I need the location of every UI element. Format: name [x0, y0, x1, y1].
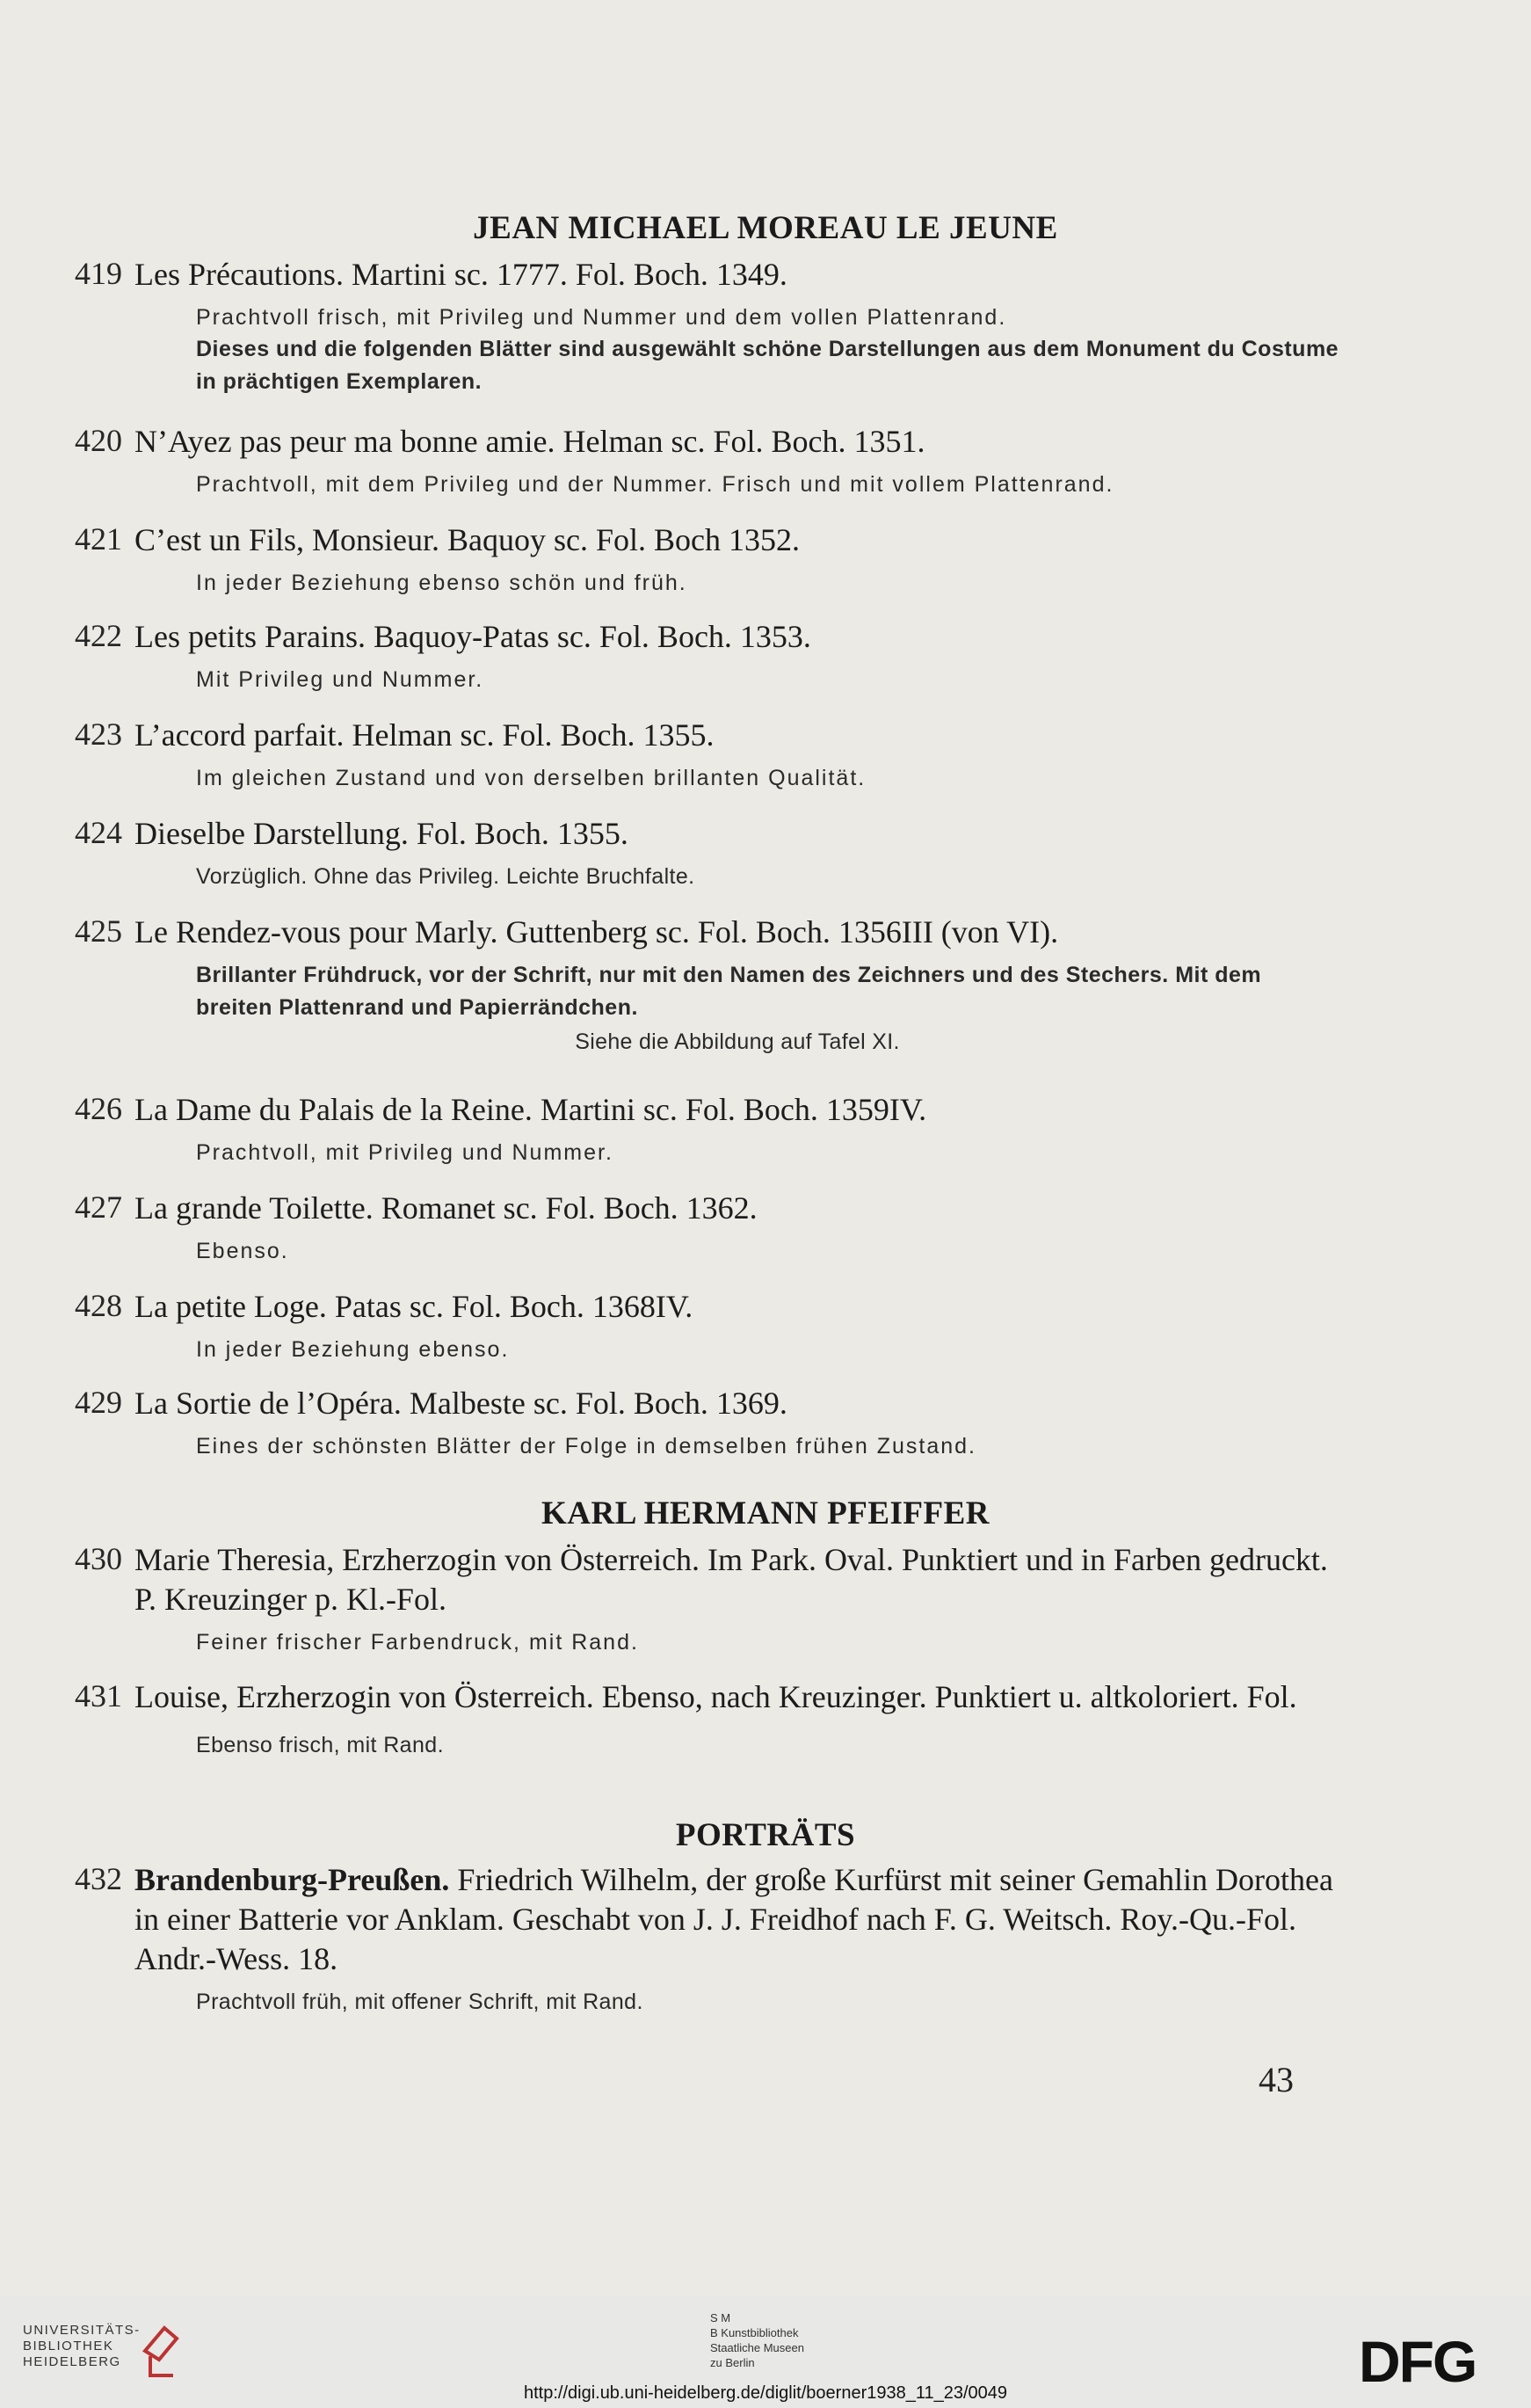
entry-title: Les Précautions. Martini sc. 1777. Fol. Boch. 1349.: [134, 257, 787, 292]
entry-number: 427: [75, 1189, 122, 1225]
entry-title: La Dame du Palais de la Reine. Martini sc. Fol. Boch. 1359IV.: [134, 1092, 927, 1127]
entry-number: 426: [75, 1091, 122, 1126]
entry-note: In jeder Beziehung ebenso schön und früh.: [196, 571, 687, 595]
entry-number: 425: [75, 913, 122, 949]
entry-number: 431: [75, 1678, 122, 1713]
entry-note: Prachtvoll frisch, mit Privileg und Nummer und dem vollen Plattenrand.: [196, 305, 1007, 330]
source-url-link[interactable]: http://digi.ub.uni-heidelberg.de/diglit/boerner1938_11_23/0049: [523, 2383, 1008, 2403]
entry-number: 429: [75, 1385, 122, 1420]
entry-note-reference: Siehe die Abbildung auf Tafel XI.: [575, 1029, 900, 1054]
catalog-entry-431: [75, 1677, 1340, 1761]
museum-label-line: S M: [710, 2311, 731, 2324]
entry-note: Prachtvoll, mit dem Privileg und der Nummer. Frisch und mit vollem Plattenrand.: [196, 472, 1114, 497]
entry-number: 421: [75, 521, 122, 557]
entry-note: Ebenso frisch, mit Rand.: [196, 1733, 444, 1757]
uni-label-line: HEIDELBERG: [23, 2354, 121, 2369]
catalog-entry-427: [75, 1189, 1340, 1267]
catalog-entry-428: [75, 1287, 1340, 1365]
dfg-logo: DFG: [1359, 2329, 1477, 2394]
entry-number: 423: [75, 717, 122, 752]
entry-title-rest: Friedrich Wilhelm, der große Kurfürst mit seiner Gemahlin Dorothea in einer Batterie vor Anklam. Geschabt von J. J. Freidhof nach F. G. Weitsch. Roy.-Qu.-Fol. Andr.-Wess. 18.: [134, 1862, 1333, 1976]
viewer-footer: [0, 2296, 1531, 2408]
catalog-entry-422: [75, 617, 1340, 695]
section-heading-pfeiffer: KARL HERMANN PFEIFFER: [541, 1495, 990, 1531]
catalog-entry-419: [75, 255, 1340, 398]
entry-note: Im gleichen Zustand und von derselben brillanten Qualität.: [196, 766, 867, 790]
entry-number: 430: [75, 1541, 122, 1576]
uni-label-line: UNIVERSITÄTS-: [23, 2323, 141, 2338]
catalog-entry-426: [75, 1090, 1340, 1168]
catalog-entry-429: [75, 1384, 1340, 1462]
university-library-label: [23, 2323, 141, 2370]
university-logo-icon: [138, 2321, 184, 2383]
entry-title: N’Ayez pas peur ma bonne amie. Helman sc. Fol. Boch. 1351.: [134, 424, 925, 459]
entry-title-bold: Brandenburg-Preußen.: [134, 1862, 450, 1897]
entry-title: La Sortie de l’Opéra. Malbeste sc. Fol. Boch. 1369.: [134, 1386, 787, 1421]
entry-note-bold: Brillanter Frühdruck, vor der Schrift, nur mit den Namen des Zeichners und des Stechers. Mit dem breiten Plattenrand und Papierrändchen.: [196, 963, 1262, 1020]
museum-label-line: Staatliche Museen: [710, 2341, 804, 2354]
entry-note: In jeder Beziehung ebenso.: [196, 1337, 510, 1362]
catalog-entry-424: [75, 814, 1340, 892]
entry-title: C’est un Fils, Monsieur. Baquoy sc. Fol. Boch 1352.: [134, 522, 801, 557]
catalog-entry-420: [75, 422, 1340, 500]
entry-title: La grande Toilette. Romanet sc. Fol. Boch. 1362.: [134, 1190, 758, 1226]
entry-note: Mit Privileg und Nummer.: [196, 667, 484, 692]
entry-number: 424: [75, 815, 122, 850]
page-number: 43: [1259, 2060, 1294, 2099]
entry-note: Eines der schönsten Blätter der Folge in demselben frühen Zustand.: [196, 1434, 976, 1459]
entry-number: 422: [75, 618, 122, 653]
catalog-entry-425: [75, 913, 1340, 1058]
entry-note: Feiner frischer Farbendruck, mit Rand.: [196, 1630, 639, 1655]
entry-title: Le Rendez-vous pour Marly. Guttenberg sc. Fol. Boch. 1356III (von VI).: [134, 914, 1059, 949]
section-heading-moreau: JEAN MICHAEL MOREAU LE JEUNE: [473, 210, 1058, 246]
entry-note: Prachtvoll, mit Privileg und Nummer.: [196, 1140, 613, 1165]
entry-title: Louise, Erzherzogin von Österreich. Ebenso, nach Kreuzinger. Punktiert u. altkoloriert. Fol.: [134, 1679, 1297, 1714]
entry-number: 419: [75, 256, 122, 291]
catalog-entry-423: [75, 716, 1340, 794]
entry-note: Prachtvoll früh, mit offener Schrift, mit Rand.: [196, 1990, 643, 2014]
entry-number: 420: [75, 423, 122, 458]
uni-label-line: BIBLIOTHEK: [23, 2339, 114, 2353]
catalog-entry-421: [75, 520, 1340, 599]
catalog-entry-432: [75, 1860, 1340, 2018]
entry-title: Dieselbe Darstellung. Fol. Boch. 1355.: [134, 816, 628, 851]
kunstbibliothek-label: [710, 2310, 804, 2370]
entry-note-bold: Dieses und die folgenden Blätter sind ausgewählt schöne Darstellungen aus dem Monument du Costume in prächtigen Exemplaren.: [196, 337, 1339, 394]
entry-title: L’accord parfait. Helman sc. Fol. Boch. 1355.: [134, 717, 715, 753]
entry-title: La petite Loge. Patas sc. Fol. Boch. 1368IV.: [134, 1289, 693, 1324]
museum-label-line: zu Berlin: [710, 2356, 755, 2369]
entry-number: 428: [75, 1288, 122, 1323]
museum-label-line: B Kunstbibliothek: [710, 2326, 799, 2339]
entry-title: Marie Theresia, Erzherzogin von Österreich. Im Park. Oval. Punktiert und in Farben gedruckt. P. Kreuzinger p. Kl.-Fol.: [134, 1542, 1328, 1617]
entry-title: [134, 1860, 1340, 1979]
entry-note: Vorzüglich. Ohne das Privileg. Leichte Bruchfalte.: [196, 864, 695, 889]
section-heading-portraits: PORTRÄTS: [675, 1817, 856, 1853]
entry-note: Ebenso.: [196, 1239, 289, 1263]
catalog-entry-430: [75, 1540, 1340, 1658]
entry-number: 432: [75, 1861, 122, 1896]
entry-title: Les petits Parains. Baquoy-Patas sc. Fol. Boch. 1353.: [134, 619, 811, 654]
